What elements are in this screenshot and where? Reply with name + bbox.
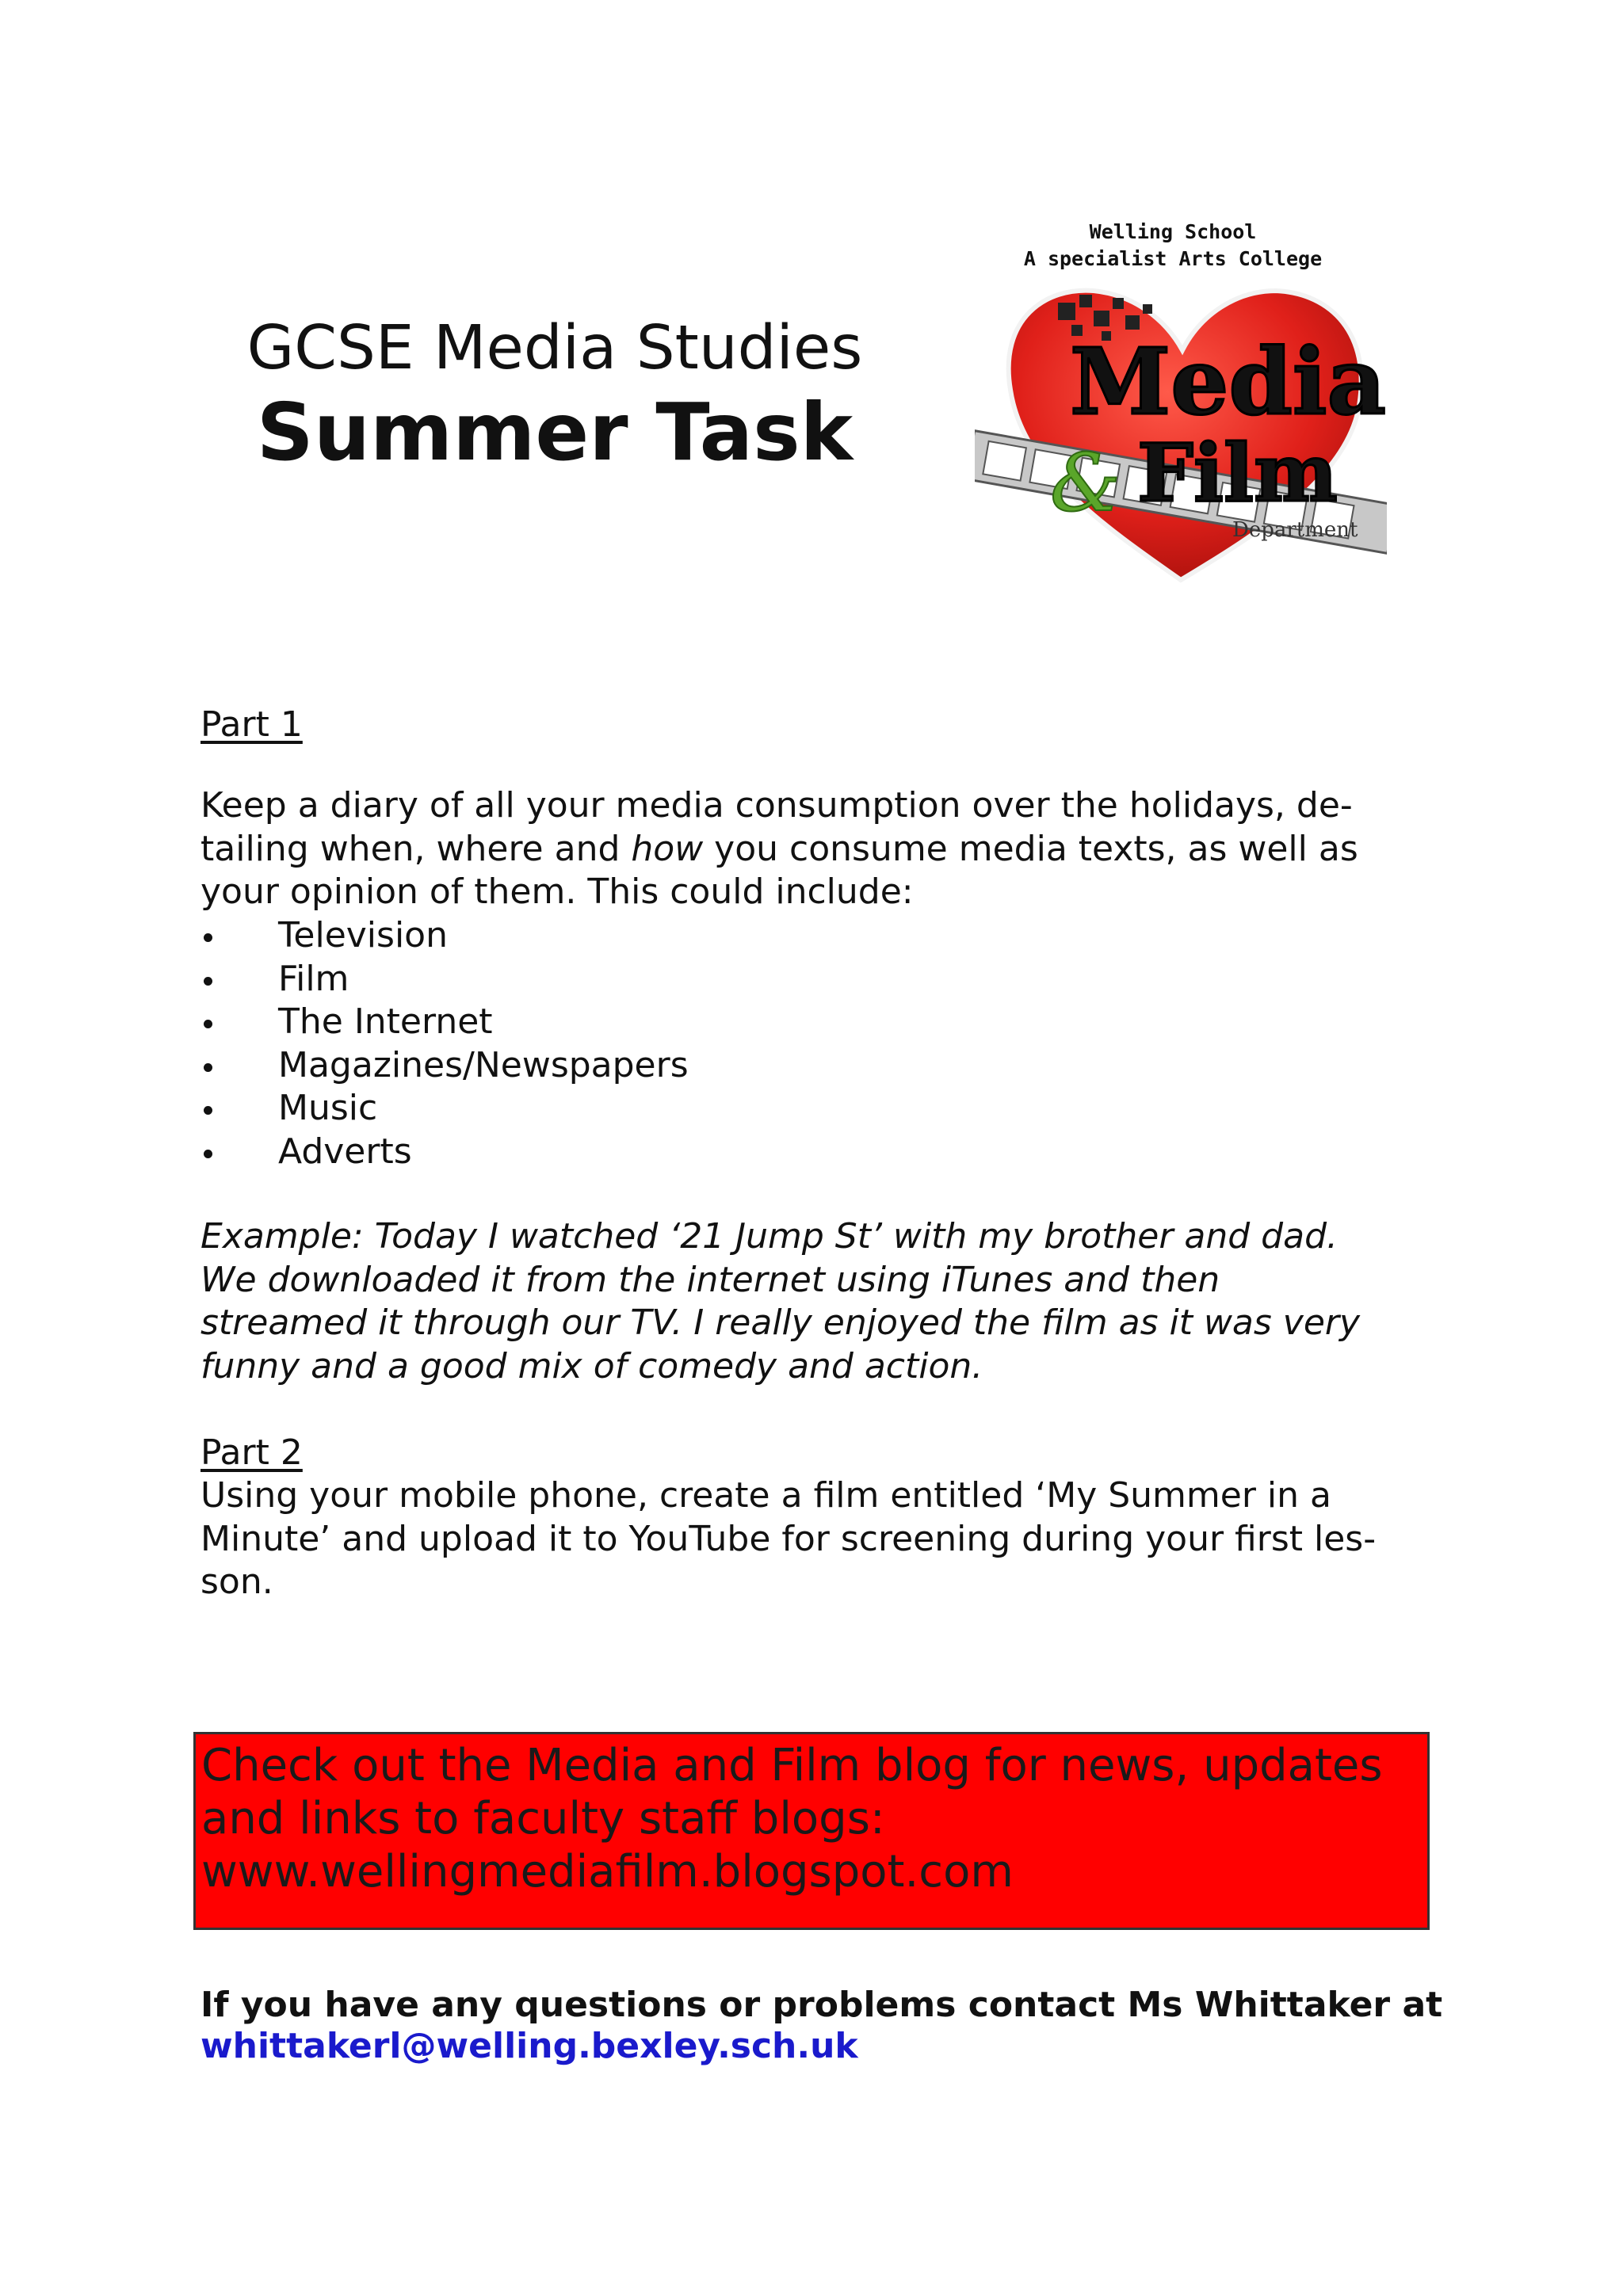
logo-college-name: A specialist Arts College bbox=[1023, 247, 1323, 270]
logo-department-word: Department bbox=[1232, 518, 1358, 542]
contact-email-link[interactable]: whittakerl@welling.bexley.sch.uk bbox=[200, 2026, 858, 2066]
list-item bbox=[200, 1044, 993, 1088]
list-item-label: Adverts bbox=[278, 1131, 412, 1172]
subject-title: GCSE Media Studies bbox=[246, 313, 863, 383]
list-item bbox=[200, 1131, 993, 1174]
part2-line: son. bbox=[200, 1562, 273, 1602]
list-item-label: The Internet bbox=[278, 1001, 493, 1042]
list-item-label: Music bbox=[278, 1088, 378, 1128]
example-paragraph bbox=[200, 1215, 1453, 1388]
list-item bbox=[200, 1087, 993, 1131]
example-line: streamed it through our TV. I really enjoyed the film as it was very bbox=[200, 1302, 1361, 1343]
bullet-icon bbox=[204, 1106, 212, 1115]
list-item-label: Magazines/Newspapers bbox=[278, 1044, 689, 1085]
part2-line: Using your mobile phone, create a film entitled ‘My Summer in a bbox=[200, 1475, 1331, 1516]
bullet-icon bbox=[204, 1063, 212, 1072]
part2-line: Minute’ and upload it to YouTube for screening during your first les- bbox=[200, 1518, 1377, 1559]
contact-text: If you have any questions or problems contact Ms Whittaker at bbox=[200, 1985, 1443, 2025]
blog-line: and links to faculty staff blogs: bbox=[201, 1793, 885, 1844]
part1-line: your opinion of them. This could include: bbox=[200, 871, 914, 912]
bullet-icon bbox=[204, 1150, 212, 1158]
bullet-icon bbox=[204, 933, 212, 942]
list-item bbox=[200, 1001, 993, 1044]
example-line: We downloaded it from the internet using iTunes and then bbox=[200, 1259, 1220, 1300]
part2-instructions bbox=[200, 1474, 1437, 1604]
list-item-label: Television bbox=[278, 915, 448, 955]
example-line: Example: Today I watched ‘21 Jump St’ with my brother and dad. bbox=[200, 1216, 1338, 1257]
contact-info bbox=[200, 1985, 1468, 2067]
list-item bbox=[200, 914, 993, 958]
part1-line: tailing when, where and how you consume media texts, as well as bbox=[200, 828, 1358, 869]
task-title: Summer Task bbox=[256, 386, 854, 479]
media-film-department-logo bbox=[975, 215, 1387, 588]
bullet-icon bbox=[204, 977, 212, 986]
part1-line: Keep a diary of all your media consumption over the holidays, de- bbox=[200, 785, 1353, 826]
bullet-icon bbox=[204, 1020, 212, 1028]
logo-film-word: Film bbox=[1137, 426, 1338, 520]
blog-line: Check out the Media and Film blog for news, updates bbox=[201, 1740, 1383, 1791]
logo-ampersand: & bbox=[1050, 437, 1121, 529]
example-line: funny and a good mix of comedy and action. bbox=[200, 1345, 983, 1386]
part2-heading: Part 2 bbox=[200, 1432, 303, 1473]
part1-heading: Part 1 bbox=[200, 704, 303, 745]
media-types-list bbox=[200, 914, 993, 1173]
logo-school-name: Welling School bbox=[1089, 220, 1257, 243]
logo-media-word: Media bbox=[1070, 329, 1387, 436]
part1-instructions bbox=[200, 784, 1437, 914]
blog-url[interactable]: www.wellingmediafilm.blogspot.com bbox=[201, 1846, 1014, 1897]
list-item bbox=[200, 958, 993, 1001]
emphasis-how: how bbox=[631, 828, 704, 869]
blog-callout-text bbox=[201, 1739, 1422, 1898]
list-item-label: Film bbox=[278, 958, 349, 999]
